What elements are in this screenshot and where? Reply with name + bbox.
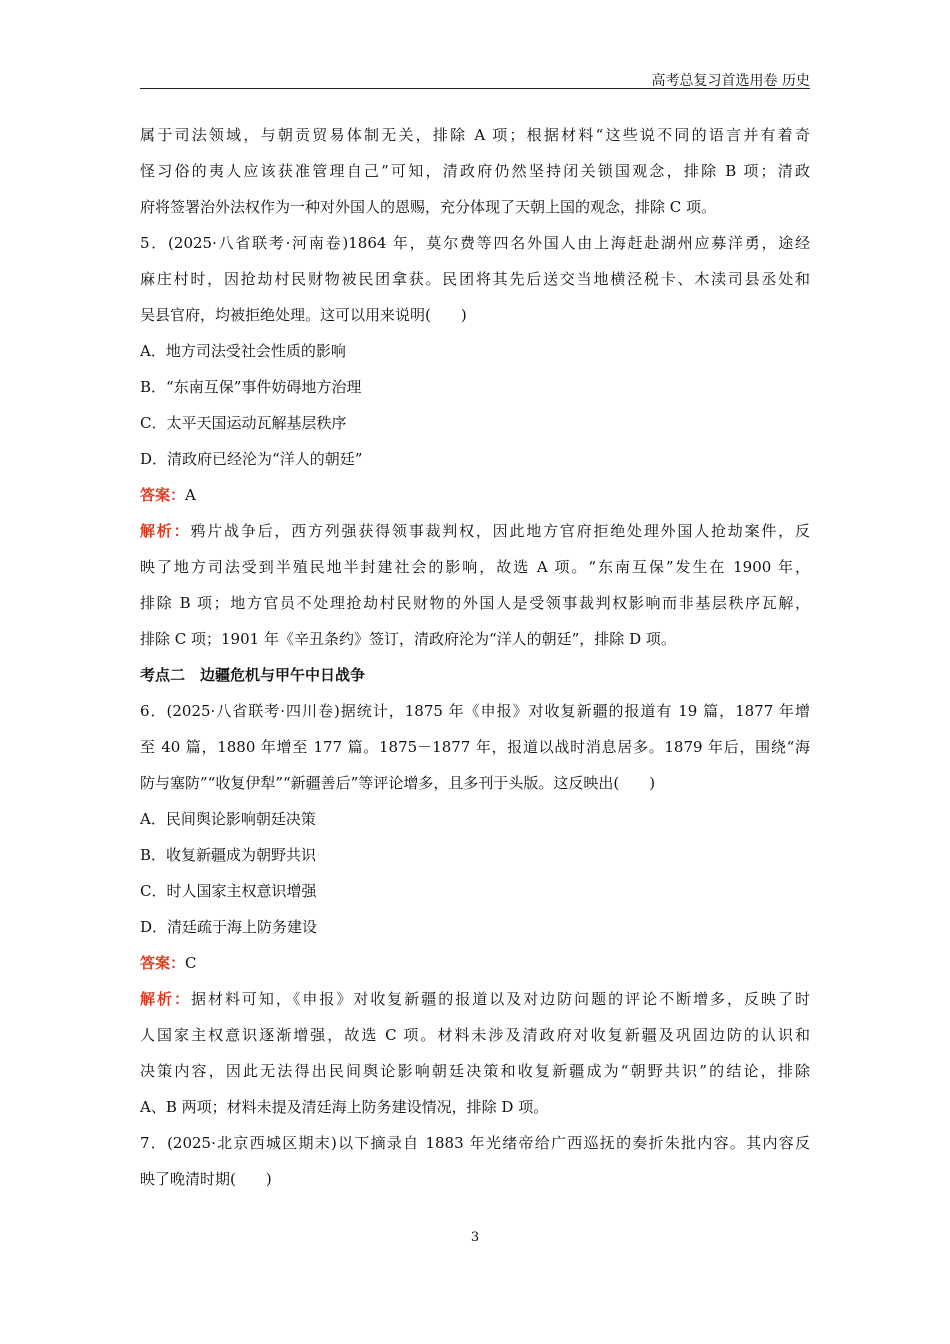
q6-option-d: D．清廷疏于海上防务建设 [140,918,318,936]
answer-label: 答案： [140,486,186,504]
q5-stem-line: 吴县官府，均被拒绝处理。这可以用来说明( ) [140,306,467,324]
q5-analysis-line: 排除 B 项；地方官员不处理抢劫村民财物的外国人是受领事裁判权影响而非基层秩序瓦解， [140,594,810,612]
running-header: 高考总复习首选用卷 历史 [651,73,810,89]
q5-option-c: C．太平天国运动瓦解基层秩序 [140,414,347,432]
q6-analysis-line: 人国家主权意识逐渐增强，故选 C 项。材料未涉及清政府对收复新疆及巩固边防的认识和 [140,1026,810,1044]
analysis-text: 鸦片战争后，西方列强获得领事裁判权，因此地方官府拒绝处理外国人抢劫案件，反 [190,522,810,540]
q6-option-b: B．收复新疆成为朝野共识 [140,846,317,864]
q7-stem-line: 7．(2025·北京西城区期末)以下摘录自 1883 年光绪帝给广西巡抚的奏折朱批内容。其内容反 [140,1134,810,1152]
q6-analysis-line: 决策内容，因此无法得出民间舆论影响朝廷决策和收复新疆成为“朝野共识”的结论，排除 [140,1062,810,1080]
section-heading: 考点二 边疆危机与甲午中日战争 [140,666,366,684]
q5-stem-line: 麻庄村时，因抢劫村民财物被民团拿获。民团将其先后送交当地横泾税卡、木渎司县丞处和 [140,270,810,288]
q6-stem-line: 防与塞防”“收复伊犁”“新疆善后”等评论增多，且多刊于头版。这反映出( ) [140,774,656,792]
q5-stem-line: 5．(2025·八省联考·河南卷)1864 年，莫尔费等四名外国人由上海赶赴湖州应募洋勇，途经 [140,234,810,252]
q5-analysis-line: 排除 C 项；1901 年《辛丑条约》签订，清政府沦为“洋人的朝廷”，排除 D 项。 [140,630,676,648]
page-number: 3 [470,1230,480,1245]
q7-stem-line: 映了晚清时期( ) [140,1170,272,1188]
page-content [140,117,810,1197]
q5-analysis-line [140,513,810,549]
q6-analysis-line [140,981,810,1017]
q5-answer [140,477,810,513]
q6-option-c: C．时人国家主权意识增强 [140,882,317,900]
header-rule [140,88,810,89]
answer-value: A [185,486,196,504]
q5-option-d: D．清政府已经沦为“洋人的朝廷” [140,450,363,468]
q6-analysis-line: A、B 两项；材料未提及清廷海上防务建设情况，排除 D 项。 [140,1098,549,1116]
answer-label: 答案： [140,954,186,972]
q6-stem-line: 6．(2025·八省联考·四川卷)据统计，1875 年《申报》对收复新疆的报道有 19 篇，1877 年增 [140,702,810,720]
analysis-text: 据材料可知，《申报》对收复新疆的报道以及对边防问题的评论不断增多，反映了时 [190,990,810,1008]
analysis-label: 解析： [140,990,191,1008]
q5-analysis-line: 映了地方司法受到半殖民地半封建社会的影响，故选 A 项。“东南互保”发生在 1900 年， [140,558,810,576]
answer-value: C [185,954,197,972]
q6-stem-line: 至 40 篇，1880 年增至 177 篇。1875－1877 年，报道以战时消息居多。1879 年后，围绕“海 [140,738,810,756]
prev-explanation-line: 怪习俗的夷人应该获准管理自己”可知，清政府仍然坚持闭关锁国观念，排除 B 项；清政 [140,162,810,180]
q6-option-a: A．民间舆论影响朝廷决策 [140,810,316,828]
q6-answer [140,945,810,981]
prev-explanation-line: 属于司法领域，与朝贡贸易体制无关，排除 A 项；根据材料“这些说不同的语言并有着奇 [140,126,810,144]
prev-explanation-line: 府将签署治外法权作为一种对外国人的恩赐，充分体现了天朝上国的观念，排除 C 项。 [140,198,717,216]
q5-option-b: B．“东南互保”事件妨碍地方治理 [140,378,362,396]
q5-option-a: A．地方司法受社会性质的影响 [140,342,346,360]
analysis-label: 解析： [140,522,191,540]
